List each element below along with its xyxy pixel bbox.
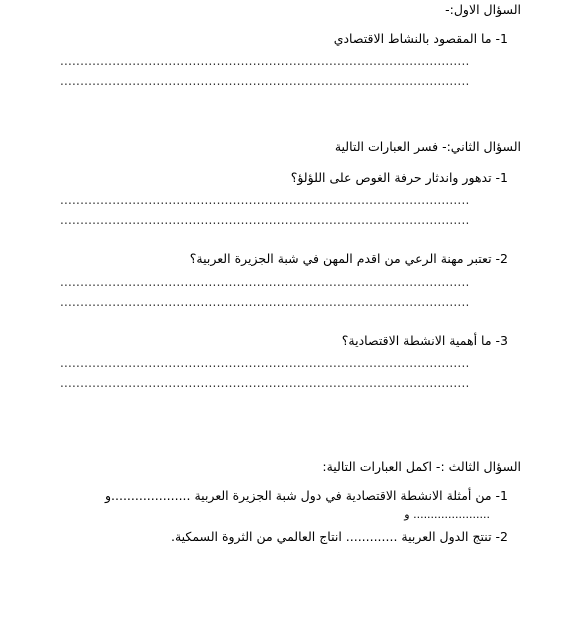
answer-line: ......................................................................................................: [60, 357, 470, 369]
answer-line: ......................................................................................................: [60, 194, 470, 206]
question-2-heading: السؤال الثاني:- فسر العبارات التالية: [334, 139, 521, 154]
question-3-heading: السؤال الثالث :- اكمل العبارات التالية:: [322, 459, 521, 474]
question-3-item-1-continuation: ...................... و: [404, 508, 490, 521]
question-1-heading: السؤال الاول:-: [445, 2, 521, 17]
question-2-item-3: 3- ما أهمية الانشطة الاقتصادية؟: [341, 333, 508, 348]
answer-line: ......................................................................................................: [60, 55, 470, 67]
answer-line: ......................................................................................................: [60, 214, 470, 226]
answer-line: ......................................................................................................: [60, 75, 470, 87]
question-2-item-1: 1- تدهور واندثار حرفة الغوص على اللؤلؤ؟: [290, 170, 508, 185]
question-1-item-1: 1- ما المقصود بالنشاط الاقتصادي: [333, 31, 508, 46]
question-2-item-2: 2- تعتبر مهنة الرعي من اقدم المهن في شبة الجزيرة العربية؟: [189, 251, 508, 266]
answer-line: ......................................................................................................: [60, 296, 470, 308]
answer-line: ......................................................................................................: [60, 276, 470, 288]
question-3-item-2: 2- تنتج الدول العربية ............. انتاج العالمي من الثروة السمكية.: [170, 529, 508, 544]
question-3-item-1: 1- من أمثلة الانشطة الاقتصادية في دول شبة الجزيرة العربية ....................و: [105, 488, 508, 503]
answer-line: ......................................................................................................: [60, 377, 470, 389]
